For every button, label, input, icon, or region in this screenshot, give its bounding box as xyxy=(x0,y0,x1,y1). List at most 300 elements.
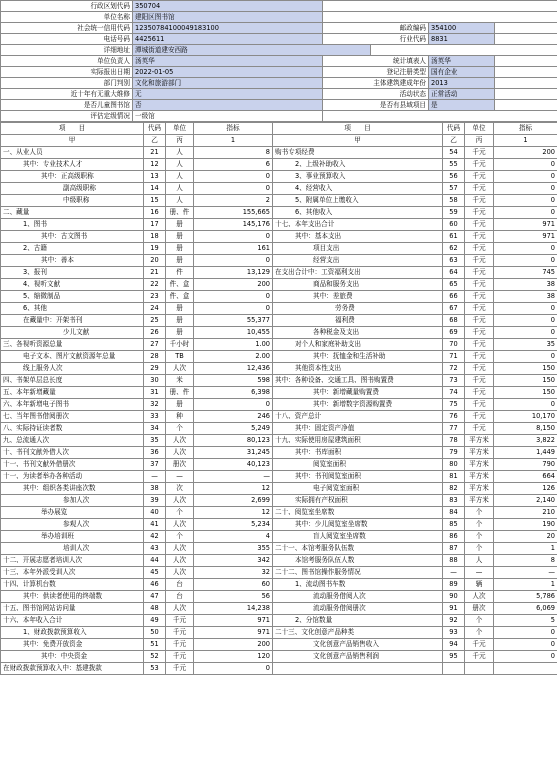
item-label: 十一、书刊文献外借册次 xyxy=(1,459,144,471)
header-blank xyxy=(495,100,557,111)
item-unit-right: 千元 xyxy=(465,303,494,315)
header-value[interactable]: 文化和旅游部门 xyxy=(133,78,323,89)
item-label: 六、本年新增电子图书 xyxy=(1,399,144,411)
item-label-right: 二十三、文化创意产品种类 xyxy=(273,627,443,639)
item-value[interactable]: 0 xyxy=(194,255,273,267)
header-value[interactable]: 汤英华 xyxy=(133,56,323,67)
header-label-right: 统计填表人 xyxy=(323,56,429,67)
code-column-header: 代码 xyxy=(144,123,166,135)
item-value[interactable]: 10,455 xyxy=(194,327,273,339)
item-code-right: 60 xyxy=(443,219,465,231)
item-label: 十四、计算机台数 xyxy=(1,579,144,591)
item-value[interactable]: 14,238 xyxy=(194,603,273,615)
item-unit: 人次 xyxy=(166,435,194,447)
item-value[interactable]: 5,249 xyxy=(194,423,273,435)
item-label-right: 二十二、图书馆操作服务情况 xyxy=(273,567,443,579)
table-row xyxy=(1,171,557,183)
item-label: 三、各视听资源总量 xyxy=(1,339,144,351)
item-value-right[interactable]: 790 xyxy=(494,459,557,471)
header-value[interactable]: 350704 xyxy=(133,1,323,12)
item-unit-right: 千元 xyxy=(465,183,494,195)
item-code: 30 xyxy=(144,375,166,387)
item-value-right[interactable]: 0 xyxy=(494,255,557,267)
item-unit: 册 xyxy=(166,303,194,315)
item-unit-right: 千元 xyxy=(465,387,494,399)
item-value[interactable]: 80,123 xyxy=(194,435,273,447)
item-unit: 册 xyxy=(166,327,194,339)
header-label: 近十年有无重大维修 xyxy=(1,89,133,100)
header-row xyxy=(1,56,557,67)
subhead-bing-right: 丙 xyxy=(465,135,494,147)
item-value-right[interactable]: 0 xyxy=(494,183,557,195)
item-label: 十一、为读者举办各种活动 xyxy=(1,471,144,483)
item-value[interactable]: 0 xyxy=(194,303,273,315)
item-value-right[interactable]: 8 xyxy=(494,555,557,567)
item-value[interactable]: 971 xyxy=(194,615,273,627)
item-label: 其中：中央资金 xyxy=(1,651,144,663)
table-row xyxy=(1,651,557,663)
item-unit: 人次 xyxy=(166,519,194,531)
table-row xyxy=(1,567,557,579)
item-code-right: 80 xyxy=(443,459,465,471)
item-label-right: 盲人阅览室坐席数 xyxy=(273,531,443,543)
item-label: 举办培训班 xyxy=(1,531,144,543)
header-value-right[interactable]: 是 xyxy=(429,100,495,111)
item-value[interactable]: 2.00 xyxy=(194,351,273,363)
item-unit: 个 xyxy=(166,507,194,519)
item-label-right: 4、经营收入 xyxy=(273,183,443,195)
item-label-right: 在支出合计中：工资福利支出 xyxy=(273,267,443,279)
item-label: 五、本年新增藏量 xyxy=(1,387,144,399)
item-value-right[interactable]: 5 xyxy=(494,615,557,627)
metric-column-header: 指标 xyxy=(194,123,273,135)
item-unit-right: 千元 xyxy=(465,207,494,219)
item-value-right[interactable]: 0 xyxy=(494,627,557,639)
item-label-right: 其中：新增藏量购置费 xyxy=(273,387,443,399)
item-value[interactable]: 355 xyxy=(194,543,273,555)
item-label: 十五、图书馆网站访问量 xyxy=(1,603,144,615)
item-value[interactable]: 200 xyxy=(194,279,273,291)
item-label-right: 2、分馆数量 xyxy=(273,615,443,627)
header-blank xyxy=(495,78,557,89)
unit-column-header-right: 单位 xyxy=(465,123,494,135)
item-value-right[interactable]: — xyxy=(494,567,557,579)
table-row xyxy=(1,339,557,351)
item-label-right: 其中：固定资产净值 xyxy=(273,423,443,435)
item-value[interactable]: 145,176 xyxy=(194,219,273,231)
item-value[interactable]: 2,699 xyxy=(194,495,273,507)
item-label-right: 商品和服务支出 xyxy=(273,279,443,291)
item-code-right: 79 xyxy=(443,447,465,459)
item-label: 中级职称 xyxy=(1,195,144,207)
item-code-right: 54 xyxy=(443,147,465,159)
item-unit: 米 xyxy=(166,375,194,387)
item-value[interactable]: 598 xyxy=(194,375,273,387)
header-row xyxy=(1,67,557,78)
item-code: 49 xyxy=(144,615,166,627)
item-value[interactable]: 0 xyxy=(194,231,273,243)
table-row xyxy=(1,663,557,675)
item-label: 参加人次 xyxy=(1,495,144,507)
item-code-right: 92 xyxy=(443,615,465,627)
item-value[interactable]: 6 xyxy=(194,159,273,171)
item-code: 42 xyxy=(144,531,166,543)
item-value[interactable]: 12,436 xyxy=(194,363,273,375)
item-value-right[interactable]: 1 xyxy=(494,579,557,591)
item-value-right[interactable]: 0 xyxy=(494,195,557,207)
header-blank xyxy=(323,111,557,122)
table-row xyxy=(1,375,557,387)
table-row xyxy=(1,147,557,159)
item-value-right[interactable]: 0 xyxy=(494,327,557,339)
item-value[interactable]: 342 xyxy=(194,555,273,567)
item-code: 43 xyxy=(144,543,166,555)
header-value[interactable]: 12350784100049183100 xyxy=(133,23,323,34)
item-value-right[interactable]: 745 xyxy=(494,267,557,279)
header-value-right[interactable]: 汤英华 xyxy=(429,56,495,67)
item-value[interactable]: 56 xyxy=(194,591,273,603)
item-unit-right: 千元 xyxy=(465,231,494,243)
item-code: 44 xyxy=(144,555,166,567)
header-row xyxy=(1,34,557,45)
item-value-right[interactable]: 2,140 xyxy=(494,495,557,507)
item-value[interactable]: 60 xyxy=(194,579,273,591)
level-value[interactable]: 一级馆 xyxy=(133,111,323,122)
item-label-right: 十七、本年支出合计 xyxy=(273,219,443,231)
item-unit-right: 辆 xyxy=(465,579,494,591)
item-value-right[interactable]: 0 xyxy=(494,639,557,651)
item-label: 副高级职称 xyxy=(1,183,144,195)
header-label-right: 主体建筑建成年份 xyxy=(323,78,429,89)
header-label-right: 是否有县域项目 xyxy=(323,100,429,111)
item-code: 34 xyxy=(144,423,166,435)
item-code-right: 89 xyxy=(443,579,465,591)
table-row xyxy=(1,447,557,459)
header-value-right[interactable]: 354100 xyxy=(429,23,495,34)
table-row xyxy=(1,231,557,243)
subhead-one: 1 xyxy=(194,135,273,147)
header-label-right: 活动状态 xyxy=(323,89,429,100)
item-unit-right: 个 xyxy=(465,543,494,555)
header-value-right[interactable]: 国有企业 xyxy=(429,67,495,78)
item-value-right[interactable]: 0 xyxy=(494,303,557,315)
item-value-right[interactable]: 190 xyxy=(494,519,557,531)
item-code: 21 xyxy=(144,267,166,279)
item-unit: 册 xyxy=(166,399,194,411)
item-label: 二、藏量 xyxy=(1,207,144,219)
header-value[interactable]: 2022-01-05 xyxy=(133,67,323,78)
header-blank xyxy=(371,45,557,56)
item-unit: 册 xyxy=(166,243,194,255)
item-value-right[interactable]: 150 xyxy=(494,387,557,399)
item-value-right[interactable]: 150 xyxy=(494,375,557,387)
item-unit-right xyxy=(465,663,494,675)
item-unit-right: 千元 xyxy=(465,351,494,363)
table-row xyxy=(1,363,557,375)
item-value-right[interactable]: 38 xyxy=(494,291,557,303)
table-row xyxy=(1,267,557,279)
item-label-right: 其他资本性支出 xyxy=(273,363,443,375)
item-code: 36 xyxy=(144,447,166,459)
item-unit-right: 个 xyxy=(465,615,494,627)
item-code: 46 xyxy=(144,579,166,591)
item-label: 其中：正高级职称 xyxy=(1,171,144,183)
item-value-right[interactable]: 3,822 xyxy=(494,435,557,447)
table-row xyxy=(1,519,557,531)
item-code-right: 88 xyxy=(443,555,465,567)
item-value-right[interactable]: 0 xyxy=(494,159,557,171)
item-value[interactable]: 8 xyxy=(194,147,273,159)
header-value[interactable]: 建阳区图书馆 xyxy=(133,12,323,23)
item-code-right: 78 xyxy=(443,435,465,447)
header-row xyxy=(1,45,557,56)
item-unit-right: 千元 xyxy=(465,399,494,411)
table-row xyxy=(1,351,557,363)
subhead-yi-right: 乙 xyxy=(443,135,465,147)
header-value[interactable]: 无 xyxy=(133,89,323,100)
item-unit-right: 千元 xyxy=(465,423,494,435)
item-code: — xyxy=(144,471,166,483)
item-code-right: 82 xyxy=(443,483,465,495)
table-row xyxy=(1,639,557,651)
table-row xyxy=(1,615,557,627)
item-label-right: 文化创意产品销售收入 xyxy=(273,639,443,651)
item-value[interactable]: 13,129 xyxy=(194,267,273,279)
header-value-right[interactable]: 2013 xyxy=(429,78,495,89)
header-value-right[interactable]: 8831 xyxy=(429,34,495,45)
address-label: 详细地址 xyxy=(1,45,133,56)
item-value[interactable]: — xyxy=(194,471,273,483)
header-label: 社会统一信用代码 xyxy=(1,23,133,34)
header-value-right[interactable]: 正常活动 xyxy=(429,89,495,100)
item-value[interactable]: 32 xyxy=(194,567,273,579)
header-value[interactable]: 4425611 xyxy=(133,34,323,45)
item-label: 其中：专业技术人才 xyxy=(1,159,144,171)
item-unit: 个 xyxy=(166,423,194,435)
item-unit-right: 个 xyxy=(465,519,494,531)
header-label: 是否儿童图书馆 xyxy=(1,100,133,111)
header-row xyxy=(1,12,557,23)
item-code: 29 xyxy=(144,363,166,375)
item-value-right[interactable]: 8,150 xyxy=(494,423,557,435)
item-value-right[interactable]: 38 xyxy=(494,279,557,291)
item-unit: 千元 xyxy=(166,651,194,663)
item-label: 一、从业人员 xyxy=(1,147,144,159)
item-label: 其中：善本 xyxy=(1,255,144,267)
item-value[interactable]: 246 xyxy=(194,411,273,423)
item-value[interactable]: 155,665 xyxy=(194,207,273,219)
item-value-right[interactable] xyxy=(494,663,557,675)
subhead-jia: 甲 xyxy=(1,135,144,147)
item-code: 13 xyxy=(144,171,166,183)
table-row xyxy=(1,291,557,303)
item-value-right[interactable]: 210 xyxy=(494,507,557,519)
item-unit: 台 xyxy=(166,579,194,591)
item-code: 14 xyxy=(144,183,166,195)
item-code: 18 xyxy=(144,231,166,243)
item-label: 在藏量中：开架书刊 xyxy=(1,315,144,327)
item-value-right[interactable]: 971 xyxy=(494,231,557,243)
item-value-right[interactable]: 10,170 xyxy=(494,411,557,423)
item-unit-right: 千元 xyxy=(465,255,494,267)
table-row xyxy=(1,507,557,519)
unit-column-header: 单位 xyxy=(166,123,194,135)
item-unit: 件、盒 xyxy=(166,279,194,291)
item-code: 38 xyxy=(144,483,166,495)
item-value-right[interactable]: 971 xyxy=(494,219,557,231)
item-label: 2、古籍 xyxy=(1,243,144,255)
item-value-right[interactable]: 0 xyxy=(494,171,557,183)
item-value-right[interactable]: 0 xyxy=(494,315,557,327)
item-code: 35 xyxy=(144,435,166,447)
header-blank xyxy=(323,1,557,12)
item-unit-right: 平方米 xyxy=(465,483,494,495)
item-value-right[interactable]: 1 xyxy=(494,543,557,555)
item-unit-right: 千元 xyxy=(465,651,494,663)
item-unit-right: 千元 xyxy=(465,159,494,171)
item-code-right: 58 xyxy=(443,195,465,207)
subhead-yi: 乙 xyxy=(144,135,166,147)
item-label-right: 流动服务借阅人次 xyxy=(273,591,443,603)
item-unit: 人 xyxy=(166,159,194,171)
item-value[interactable]: 6,398 xyxy=(194,387,273,399)
item-value[interactable]: 12 xyxy=(194,507,273,519)
item-value-right[interactable]: 6,069 xyxy=(494,603,557,615)
item-value[interactable]: 1.00 xyxy=(194,339,273,351)
item-value[interactable]: 5,234 xyxy=(194,519,273,531)
item-code-right: 57 xyxy=(443,183,465,195)
table-row xyxy=(1,411,557,423)
item-value[interactable]: 4 xyxy=(194,531,273,543)
item-value-right[interactable]: 0 xyxy=(494,651,557,663)
item-value-right[interactable]: 0 xyxy=(494,399,557,411)
item-value[interactable]: 0 xyxy=(194,399,273,411)
item-code-right: 72 xyxy=(443,363,465,375)
item-label-right: 各种税金及支出 xyxy=(273,327,443,339)
item-value[interactable]: 12 xyxy=(194,483,273,495)
item-value[interactable]: 200 xyxy=(194,639,273,651)
item-value[interactable]: 2 xyxy=(194,195,273,207)
item-label-right: 劳务费 xyxy=(273,303,443,315)
header-label: 实际报出日期 xyxy=(1,67,133,78)
item-label: 七、当年图书借阅册次 xyxy=(1,411,144,423)
item-unit: 册、件 xyxy=(166,387,194,399)
item-unit-right: 千元 xyxy=(465,171,494,183)
item-value[interactable]: 971 xyxy=(194,627,273,639)
item-code: 45 xyxy=(144,567,166,579)
item-value[interactable]: 120 xyxy=(194,651,273,663)
item-unit-right: 千元 xyxy=(465,279,494,291)
item-label: 九、总流通人次 xyxy=(1,435,144,447)
item-value[interactable]: 31,245 xyxy=(194,447,273,459)
item-unit: 人次 xyxy=(166,363,194,375)
code-column-header-right: 代码 xyxy=(443,123,465,135)
header-label: 单位负责人 xyxy=(1,56,133,67)
item-value-right[interactable]: 200 xyxy=(494,147,557,159)
indicator-table xyxy=(0,122,557,675)
item-code: 40 xyxy=(144,507,166,519)
item-unit-right: 平方米 xyxy=(465,447,494,459)
item-value[interactable]: 0 xyxy=(194,171,273,183)
table-row xyxy=(1,399,557,411)
item-value-right[interactable]: 1,449 xyxy=(494,447,557,459)
item-code: 23 xyxy=(144,291,166,303)
item-value[interactable]: 0 xyxy=(194,663,273,675)
item-value[interactable]: 0 xyxy=(194,183,273,195)
table-row xyxy=(1,495,557,507)
item-code-right: 63 xyxy=(443,255,465,267)
item-label-right: 二十一、本馆考服务队伍数 xyxy=(273,543,443,555)
item-label-right: 其中：少儿阅览室坐席数 xyxy=(273,519,443,531)
item-label: 十六、本年收入合计 xyxy=(1,615,144,627)
metric-column-header-right: 指标 xyxy=(494,123,557,135)
header-row xyxy=(1,111,557,122)
item-unit-right: 千元 xyxy=(465,267,494,279)
item-label: 1、财政拨款预算收入 xyxy=(1,627,144,639)
item-value-right[interactable]: 5,786 xyxy=(494,591,557,603)
item-value-right[interactable]: 35 xyxy=(494,339,557,351)
item-value-right[interactable]: 20 xyxy=(494,531,557,543)
item-label: 其中：供读者使用的终端数 xyxy=(1,591,144,603)
item-value-right[interactable]: 150 xyxy=(494,363,557,375)
item-value-right[interactable]: 0 xyxy=(494,207,557,219)
item-value-right[interactable]: 126 xyxy=(494,483,557,495)
item-unit-right: 千元 xyxy=(465,339,494,351)
table-row xyxy=(1,603,557,615)
item-label: 参观人次 xyxy=(1,519,144,531)
item-label: 4、视听文献 xyxy=(1,279,144,291)
table-row xyxy=(1,183,557,195)
item-code-right: 91 xyxy=(443,603,465,615)
item-value[interactable]: 161 xyxy=(194,243,273,255)
item-code-right: 90 xyxy=(443,591,465,603)
item-code-right: 87 xyxy=(443,543,465,555)
item-code-right: 74 xyxy=(443,387,465,399)
item-unit-right: 千元 xyxy=(465,327,494,339)
table-row xyxy=(1,279,557,291)
item-value-right[interactable]: 664 xyxy=(494,471,557,483)
item-value[interactable]: 40,123 xyxy=(194,459,273,471)
item-unit: 人次 xyxy=(166,543,194,555)
item-label: 6、其他 xyxy=(1,303,144,315)
item-code: 32 xyxy=(144,399,166,411)
item-code: 12 xyxy=(144,159,166,171)
item-value-right[interactable]: 0 xyxy=(494,243,557,255)
item-code-right: 68 xyxy=(443,315,465,327)
table-row xyxy=(1,423,557,435)
item-code: 33 xyxy=(144,411,166,423)
item-value[interactable]: 0 xyxy=(194,291,273,303)
item-value-right[interactable]: 0 xyxy=(494,351,557,363)
table-row xyxy=(1,555,557,567)
table-row xyxy=(1,303,557,315)
item-code-right: 76 xyxy=(443,411,465,423)
item-unit-right: 千元 xyxy=(465,363,494,375)
header-row xyxy=(1,23,557,34)
item-unit: — xyxy=(166,471,194,483)
table-row xyxy=(1,327,557,339)
item-code-right: 62 xyxy=(443,243,465,255)
item-unit: 册、件 xyxy=(166,207,194,219)
header-value[interactable]: 否 xyxy=(133,100,323,111)
address-value[interactable]: 潭城街道建安西路 xyxy=(133,45,371,56)
item-code-right: 69 xyxy=(443,327,465,339)
item-value[interactable]: 55,377 xyxy=(194,315,273,327)
item-label-right: 福利费 xyxy=(273,315,443,327)
item-code: 31 xyxy=(144,387,166,399)
item-code-right: 73 xyxy=(443,375,465,387)
item-unit: 人次 xyxy=(166,447,194,459)
